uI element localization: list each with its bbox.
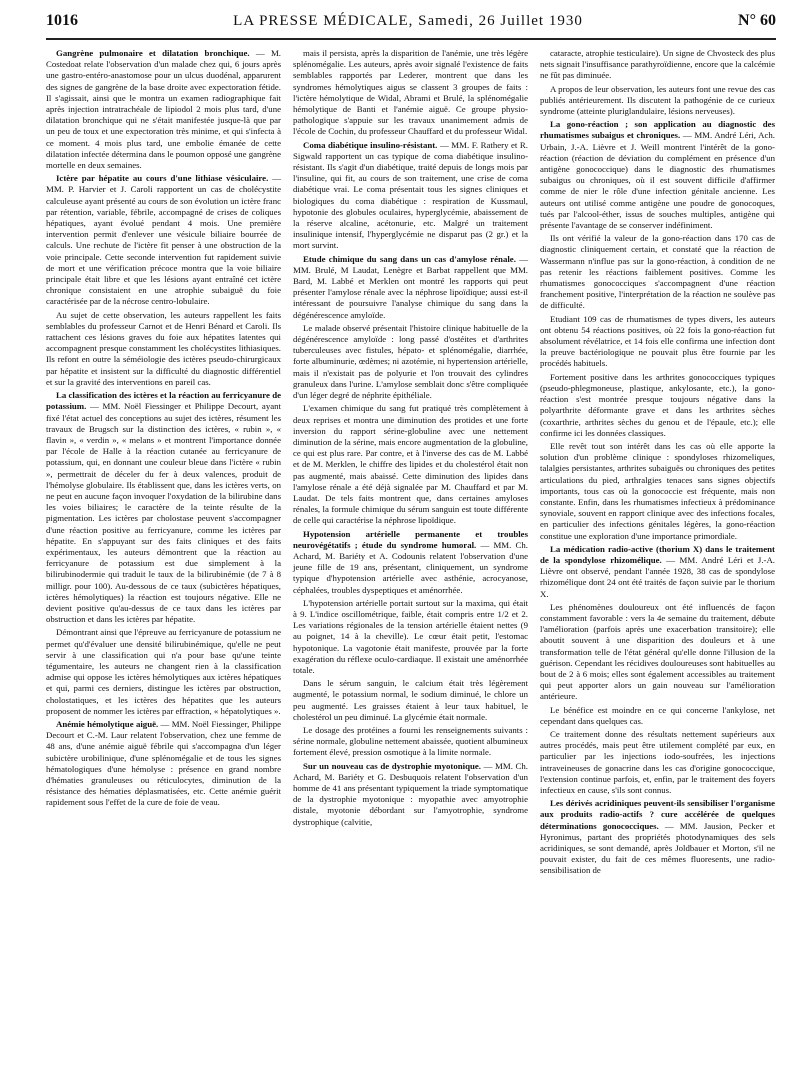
paragraph — [540, 119, 775, 231]
paragraph — [293, 761, 528, 828]
paragraph-text: Etudiant 109 cas de rhumatismes de types divers, les auteurs ont obtenu 54 réactions positives, où 22 fois la gono-réaction fut absolument révélatrice, et 14 fois elle confirma une infection dont la preuve bactériologique ne pouvait plus être fournie par les procédés habituels. — [540, 313, 775, 369]
paragraph — [46, 627, 281, 717]
paragraph — [293, 678, 528, 723]
paragraph — [540, 372, 775, 439]
paragraph-text: L'hypotension artérielle portait surtout sur la maxima, qui était à 9. L'indice oscillométrique, faible, était compris entre 1/2 et 2. Les variations régionales de la tension artérielle étaient nettes (9 au poignet, 14 à la cheville). Le cœur était petit, l'estomac hypotonique. La vagotonie était manifeste, prouvée par la forte exagération du réflexe oculo-cardiaque. Il existait une aménorrhée totale. — [293, 597, 528, 675]
paragraph-text: — MM. F. Rathery et R. Sigwald rapportent un cas typique de coma diabétique insulino-résistant. Ils s'agit d'un diabétique, traité depuis de longs mois par l'insuline, qui fit, au cours de son traitement, une crise de coma diabétique vrai. Le coma présentait tous les signes cliniques et biologiques du coma diabétique : respiration de Kussmaul, hypotonie des globules oculaires, hyperglycémie, abaissement de la réserve alcaline, acétonurie, etc. Malgré un traitement insulinique intensif, l'hyperglycémie ne disparut pas (2 gr.) et la mort survint. — [293, 139, 528, 251]
paragraph — [293, 254, 528, 321]
paragraph-text: — MM. P. Harvier et J. Caroli rapportent un cas de cholécystite calculeuse ayant présenté au cours de son évolution un ictère franc par rétention, variable, fébrile, accompagné de crises de coliques hépatiques, ayant évolué pendant 4 mois. Une première intervention permit d'enlever une vésicule biliaire bourrée de calculs. Une rechute de l'ictère fit penser à une obstruction de la voie principale. Cette seconde intervention fut rapidement suivie de mort et une vérification précoce montra que la voie biliaire principale était libre et que les lésions ayant entraîné cet ictère chronique consistaient en une atrophie subaiguë du foie caractérisée par de la nécrose centro-lobulaire. — [46, 173, 281, 307]
paragraph-text: Au sujet de cette observation, les auteurs rappellent les faits semblables du professeur Carnot et de Henri Bénard et Caroli. Ils rattachent ces lésions graves du foie aux hépatites latentes qui accompagnent presque constamment les cholécystites lithiasiques. Ils refont en outre la séméiologie des ictères pseudo-chirurgicaux par hépatite et insistent sur la difficulté du diagnostic différentiel et sur la gravité des interventions en pareil cas. — [46, 309, 281, 387]
paragraph-title: Hypotension artérielle permanente et troubles neurovégétatifs ; étude du syndrome humoral. — [293, 528, 528, 550]
paragraph-text: Elle revêt tout son intérêt dans les cas où elle apporte la solution d'un problème clinique : spondyloses rhizomeliques, talalgies persistantes, arthrites subaiguës ou chroniques des petites articulations du pied, arthralgies tenaces sans signes objectifs importants, tous cas où la gonococcie est fréquente, mais non constante. Enfin, dans les rhumatismes infectieux à prédominance synoviale, souvent en rapport clinique avec des infections focales, en particulier des infections génitales légères, la gono-réaction constitue une exploration d'une importance primordiale. — [540, 440, 775, 541]
paragraph — [540, 314, 775, 370]
paragraph-title: Coma diabétique insulino-résistant. — [303, 139, 438, 150]
paragraph — [46, 719, 281, 809]
paragraph-text: — M. Costedoat relate l'observation d'un malade chez qui, 6 jours après une gastro-entéro-anastomose pour un ulcus duodénal, apparurent des signes de gangrène de la base droite avec expectoration fétide. Il s'agissait, ainsi que le montra un examen radiographique fait après injection intratrachéale de lipiodol 2 mois plus tard, d'une dilatation bronchique qui ne s'était manifestée jusque-là que par un peu de toux et une expectoration très minime, et qui s'infecta à ce moment. 4 mois plus tard, une embolie émanée de cette dilatation infectée détermina dans le poumon opposé une gangrène mortelle en deux semaines. — [46, 48, 281, 171]
paragraph-text: — MM. Ch. Achard, M. Bariéty et G. Desbuquois relatent l'observation d'un homme de 41 ans présentant typiquement la triade symptomatique de la dystrophie myotonique : myopathie avec amyotrophie distale, myotonie débordant sur l'amyotrophie, syndrome dystrophique (calvitie, — [293, 760, 528, 827]
paragraph — [293, 725, 528, 759]
page-header — [46, 12, 776, 40]
paragraph-text: mais il persista, après la disparition de l'anémie, une très légère splénomégalie. Les auteurs, après avoir signalé l'existence de faits semblables rapportés par Lederer, montrent que dans les syndromes hémolytiques aigus se classent 3 groupes de faits : l'ictère hémolytique de Widal, Abrami et Brulé, la splénomégalie hémolytique de Banti et l'anémie aiguë. Ce groupe physio-pathologique s'appuie sur les travaux unanimement admis de l'école de Cochin, du professeur Chauffard et du professeur Widal. — [293, 48, 528, 137]
paragraph — [46, 173, 281, 307]
paragraph-title: Sur un nouveau cas de dystrophie myotonique. — [303, 760, 481, 771]
paragraph-text: Ce traitement donne des résultats nettement supérieurs aux autres procédés, mais peut être utilement complété par eux, en particulier par les injections iodo-soufrées, les injections intraveineuses de gonacrine dans les cas d'origine gonococcique, l'extension continue parfois, et, enfin, par le traitement des foyers infectieux en cause, s'ils sont connus. — [540, 728, 775, 795]
paragraph-text: — MM. Noël Fiessinger et Philippe Decourt, ayant fixé l'état actuel des conceptions au sujet des ictères, résument les travaux de Brugsch sur la distinction des ictères, « rubin », « flavin », « verdin », « melans » et montrent l'importance donnée par l'école de Halle à la réaction cutanée au ferricyanure de potassium, qui, en donnant une couleur bleue dans l'ictère « rubin », permettrait de déceler du fer à deux valences, produit de l'hémolyse globulaire. Ils établissent que, dans les ictères verts, on ne peut en aucune façon invoquer l'oxydation de la bilirubine dans les voies biliaires; le caractère de la teinte résulte de la pigmentation. Les ictères par cholostase peuvent s'accompagner d'une réaction positive au ferricyanure, comme les ictères par hépatite. En s'appuyant sur des faits cliniques et des faits expérimentaux, les auteurs démontrent que la réaction au ferricyanure de potassium est due simplement à la bilirubinodermie qui traduit le taux de la bilirubinémie (de 7 à 8 milligr. pour 100). Au-dessous de ce taux (subictères hépatiques, ictères hémolytiques) la réaction est toujours négative. Elle ne devient positive qu'au-dessus de ce taux dans les ictères par obstruction et dans les ictères par hépatite. — [46, 401, 281, 625]
paragraph-text: Les phénomènes douloureux ont été influencés de façon constamment favorable : vers la 4e semaine du traitement, débute l'amélioration (parfois après une exacerbation transitoire); elle aboutit souvent à une disparition des douleurs et à une transformation telle de l'état général qu'elle donne l'illusion de la guérison. Cependant les récidives douloureuses sont habituelles au bout de 2 à 6 mois; elles sont également accessibles au traitement qui peut apporter alors un gain nouveau sur l'amélioration antérieure. — [540, 601, 775, 702]
paragraph-title: Ictère par hépatite au cours d'une lithiase vésiculaire. — [56, 173, 269, 184]
paragraph-text: Fortement positive dans les arthrites gonococciques typiques (pseudo-phlegmoneuse, plastique, ankylosante, etc.), la gono-réaction s'est montrée presque toujours négative dans la polyarthrite déformante grave et dans les arthrites sèches (coxarthrie, arthrites sèches du genou et de l'épaule, etc.); elle confirme ici les données classiques. — [540, 371, 775, 438]
paragraph-text: Dans le sérum sanguin, le calcium était très légèrement augmenté, le potassium normal, le sodium diminué, le chlore un peu augmenté. Les graisses étaient à leur taux habituel, le cholestérol un peu diminué. La glycémie était normale. — [293, 678, 528, 722]
page-number: 1016 — [46, 12, 78, 29]
paragraph — [540, 233, 775, 311]
paragraph-text: — MM. Ch. Achard, M. Bariéty et A. Codounis relatent l'observation d'une jeune fille de 19 ans, présentant, cliniquement, un syndrome typique d'hypotension artérielle avec asthénie, acrocyanose, céphalées, troubles dyspeptiques et aménorrhée. — [293, 539, 528, 595]
column-1 — [46, 48, 281, 1068]
paragraph-text: Le bénéfice est moindre en ce qui concerne l'ankylose, net cependant dans quelques cas. — [540, 704, 775, 726]
paragraph — [293, 323, 528, 401]
paragraph-text: — MM. André Léri, Ach. Urbain, J.-A. Lièvre et J. Weill montrent l'intérêt de la gono-réaction (réaction de déviation du complément en présence d'un antigène gonococcique) dans le diagnostic des rhumatismes subaigus ou chroniques, où il est souvent difficile d'affirmer comme de nier le rôle d'une infection génitale ancienne. Les auteurs ont utilisé comme antigène une poudre de gonocoques, tués par l'alcool-éther, issus de souches multiples, antigène qui présente l'avantage de se conserver indéfiniment. — [540, 130, 776, 231]
paragraph — [540, 602, 775, 703]
paragraph — [540, 798, 775, 876]
paragraph — [540, 544, 775, 600]
paragraph-text: — MM. Brulé, M Laudat, Lenègre et Barbat rappellent que MM. Bard, M. Labbé et Merklen ont montré les rapports qui peut présenter l'amylose rénale avec la néphrose lipoïdique; aussi est-il intéressant de poursuivre l'analyse chimique du sang dans la dégénérescence amyloïde. — [293, 253, 529, 320]
paragraph — [293, 598, 528, 676]
column-2 — [293, 48, 528, 1068]
paragraph-text: Démontrant ainsi que l'épreuve au ferricyanure de potassium ne permet qu'd'évaluer une densité bilirubinémique, qu'elle ne peut servir à une classification qui n'a pour base qu'une teinte tégumentaire, les auteurs ne changent rien à la classification admise qui oppose les ictères hémolytiques aux ictères hépatiques et qui, parmi ces derniers, distingue les ictères par obstruction, cholostatiques, et les ictères des hépatites que les auteurs proposent de nommer les ictères par effraction, « hépatolytiques ». — [46, 627, 281, 716]
paragraph-text: — MM. Jausion, Pecker et Hyronimus, partant des propriétés photodynamiques des sels acridiniques, se sont demandé, après Joldbauer et Morton, s'il ne pouvait exister, du fait de ces mêmes fluoresents, une radio-sensibilisation de — [540, 820, 775, 876]
paragraph — [293, 529, 528, 596]
paragraph-text: Le dosage des protéines a fourni les renseignements suivants : sérine normale, globuline nettement abaissée, quotient albumineux fortement élevé, pression osmotique à la limite normale. — [293, 724, 529, 758]
journal-title: LA PRESSE MÉDICALE, Samedi, 26 Juillet 1930 — [233, 13, 583, 29]
paragraph — [540, 48, 775, 82]
paragraph-text: Ils ont vérifié la valeur de la gono-réaction dans 170 cas de diagnostic cliniquement certain, et constaté que la réaction de Wassermann n'influe pas sur la gono-réaction, à condition de ne pas retenir les réactions faiblement positives. Comme les rhumatismes gonococciques s'accompagnent d'une réaction franchement positive, l'interprétation de la réaction ne soulève pas de difficulté. — [540, 233, 775, 311]
paragraph-title: La classification des ictères et la réaction au ferricyanure de potassium. — [46, 390, 281, 412]
paragraph — [46, 390, 281, 625]
paragraph-text: — MM. Noël Fiessinger, Philippe Decourt et C.-M. Laur relatent l'observation, chez une femme de 48 ans, d'une anémie aiguë fébrile qui s'accompagna d'un léger subictère urobilinique, d'une splénomégalie et de tous les signes hématologiques d'une hémolyse : présence en grand nombre d'hématies granuleuses ou réticulocytes, diminution de la résistance des hématies déplasmatisées, etc. Cette anémie guérit rapidement sous l'effet de la cure de foie de veau. — [46, 718, 282, 808]
paragraph — [293, 403, 528, 526]
paragraph-title: Les dérivés acridiniques peuvent-ils sensibiliser l'organisme aux produits radio-actifs ? cure accélérée de quelques déterminations gonococciques. — [540, 798, 775, 831]
article-columns — [46, 48, 776, 1068]
paragraph-text: Le malade observé présentait l'histoire clinique habituelle de la dégénérescence amyloïde : long passé d'ostéites et d'arthrites tuberculeuses avec fistules, hépato- et splénomégalie, diarrhée, forte albuminurie, œdèmes; ni azotémie, ni hypertension artérielle, mais il n'existait pas de polyurie et l'on trouvait des cylindres granuleux dans l'urine. L'amylose semblait donc s'être compliquée d'un léger degré de néphrite épithéliale. — [293, 322, 528, 401]
paragraph-title: La gono-réaction ; son application au diagnostic des rhumatismes subaigus et chroniques. — [540, 119, 775, 141]
paragraph — [540, 705, 775, 727]
paragraph-title: Anémie hémolytique aiguë. — [56, 718, 159, 729]
paragraph — [540, 441, 775, 542]
paragraph-text: L'examen chimique du sang fut pratiqué très complètement à deux reprises et montra une diminution des protides et une forte inversion du rapport sérine-globuline avec une nettement diminution de la sérine, mais encore augmentation de la globuline, ce qui est plus rare. Par contre, et à l'inverse des cas de M. Labbé et de M. Merklen, le chiffre des lipides et du cholestérol était non pas augmenté, mais abaissé. Cette diminution des lipides dans l'amylose rénale a été déjà signalée par M. Chauffard et par M. Laudat. De tels faits montrent que, dans certaines amyloses rénales, la formule chimique du sérum sanguin est toute différente de celle qui caractérise la néphrose lipoïdique. — [293, 403, 528, 526]
paragraph-title: Gangrène pulmonaire et dilatation bronchique. — [56, 48, 250, 58]
paragraph-text: A propos de leur observation, les auteurs font une revue des cas publiés antérieurement. Ils discutent la pathogénie de ce curieux syndrome (atteinte pluriglandulaire, lésions nerveuses). — [540, 83, 775, 117]
paragraph — [293, 48, 528, 138]
paragraph-text: cataracte, atrophie testiculaire). Un signe de Chvosteck des plus nets signait l'insuffisance parathyroïdienne, encore que la calcémie ne fût pas diminuée. — [540, 48, 775, 81]
paragraph — [540, 84, 775, 118]
paragraph-title: La médication radio-active (thorium X) dans le traitement de la spondylose rhizomélique. — [540, 543, 775, 565]
paragraph — [540, 729, 775, 796]
column-3 — [540, 48, 775, 1068]
issue-number: N° 60 — [738, 12, 776, 29]
paragraph — [293, 140, 528, 252]
paragraph-title: Etude chimique du sang dans un cas d'amylose rénale. — [303, 253, 516, 264]
paragraph — [46, 48, 281, 171]
paragraph-text: — MM. André Léri et J.-A. Lièvre ont observé, pendant l'année 1928, 38 cas de spondylose rhizomélique dont 24 ont été traités de façon suivie par le thorium X. — [540, 554, 775, 599]
paragraph — [46, 310, 281, 388]
